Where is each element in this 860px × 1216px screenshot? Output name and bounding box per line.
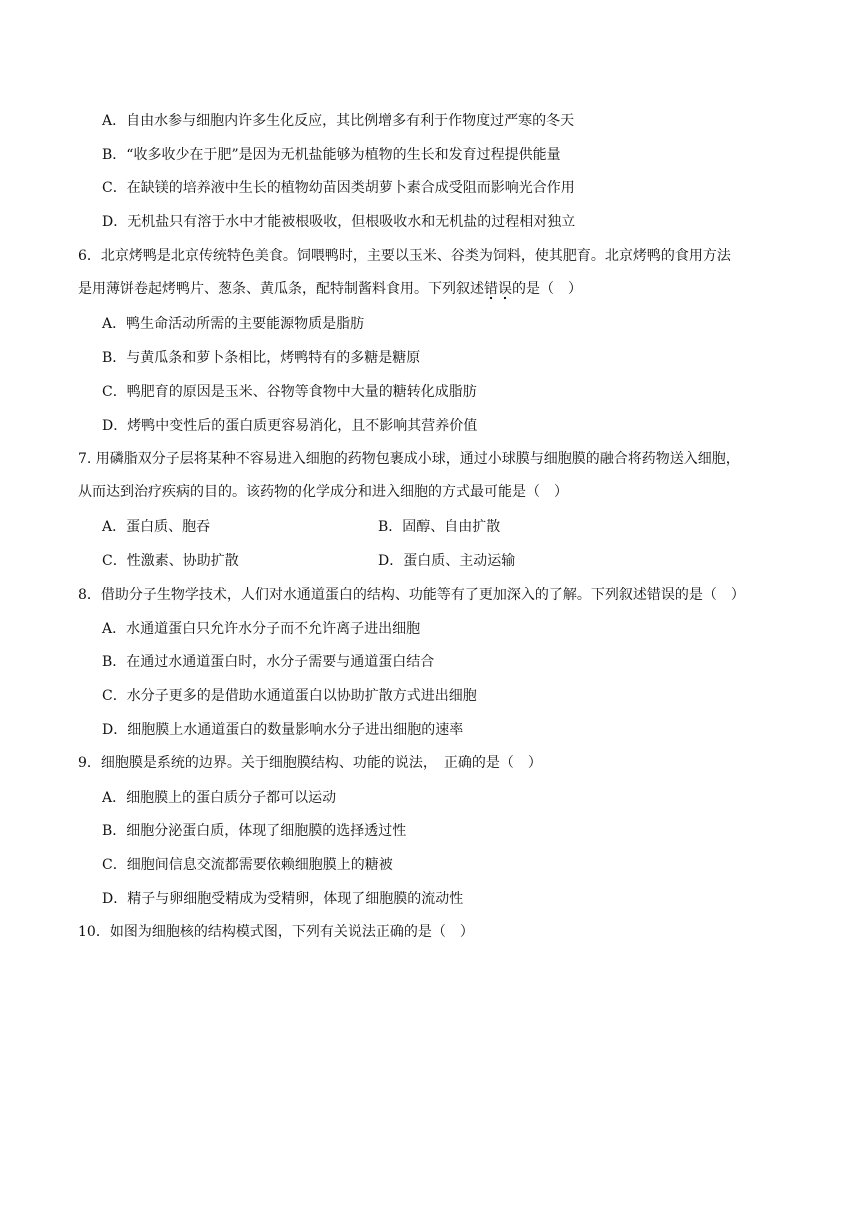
q9-stem: 9．细胞膜是系统的边界。关于细胞膜结构、功能的说法， 正确的是（ ）	[78, 755, 542, 771]
q7-stem-line2: 从而达到治疗疾病的目的。该药物的化学成分和进入细胞的方式最可能是（ ）	[78, 484, 568, 500]
q8-option-a: A．水通道蛋白只允许水分子而不允许离子进出细胞	[102, 621, 421, 637]
q9-option-d: D．精子与卵细胞受精成为受精卵，体现了细胞膜的流动性	[102, 891, 464, 907]
q7-option-b: B．固醇、自由扩散	[378, 519, 501, 535]
q8-option-c: C．水分子更多的是借助水通道蛋白以协助扩散方式进出细胞	[102, 688, 477, 704]
q6-option-c: C．鸭肥育的原因是玉米、谷物等食物中大量的糖转化成脂肪	[102, 384, 477, 400]
q10-stem: 10．如图为细胞核的结构模式图，下列有关说法正确的是（ ）	[78, 924, 474, 940]
q7-option-d: D．蛋白质、主动运输	[378, 553, 516, 569]
q8-option-b: B．在通过水通道蛋白时，水分子需要与通道蛋白结合	[102, 654, 435, 670]
q6-option-a: A．鸭生命活动所需的主要能源物质是脂肪	[102, 316, 365, 332]
q6-option-d: D．烤鸭中变性后的蛋白质更容易消化，且不影响其营养价值	[102, 418, 478, 434]
q8-option-d: D．细胞膜上水通道蛋白的数量影响水分子进出细胞的速率	[102, 722, 464, 738]
q7-stem-line1: 7. 用磷脂双分子层将某种不容易进入细胞的药物包裹成小球，通过小球膜与细胞膜的融合将药物送入细胞，	[78, 451, 740, 467]
q9-option-a: A．细胞膜上的蛋白质分子都可以运动	[102, 790, 337, 806]
q6-stem-suffix: 的是（ ）	[512, 281, 582, 297]
q6-emphasis-word: 错误	[484, 281, 512, 300]
q6-stem-text: 是用薄饼卷起烤鸭片、葱条、黄瓜条，配特制酱料食用。下列叙述	[78, 281, 484, 297]
q9-option-b: B．细胞分泌蛋白质，体现了细胞膜的选择透过性	[102, 823, 407, 839]
q6-stem-line1: 6．北京烤鸭是北京传统特色美食。饲喂鸭时，主要以玉米、谷类为饲料，使其肥育。北京烤鸭的食用方法	[78, 248, 731, 264]
q6-stem-line2	[78, 279, 582, 299]
q5-option-d: D．无机盐只有溶于水中才能被根吸收，但根吸收水和无机盐的过程相对独立	[102, 214, 576, 230]
q5-option-a: A．自由水参与细胞内许多生化反应，其比例增多有利于作物度过严寒的冬天	[102, 113, 575, 129]
q7-option-a: A．蛋白质、胞吞	[102, 519, 211, 535]
q9-option-c: C．细胞间信息交流都需要依赖细胞膜上的糖被	[102, 857, 393, 873]
q6-option-b: B．与黄瓜条和萝卜条相比，烤鸭特有的多糖是糖原	[102, 350, 421, 366]
q7-option-c: C．性激素、协助扩散	[102, 553, 239, 569]
q5-option-b: B．“收多收少在于肥”是因为无机盐能够为植物的生长和发育过程提供能量	[102, 147, 561, 163]
q8-stem: 8．借助分子生物学技术，人们对水通道蛋白的结构、功能等有了更加深入的了解。下列叙述错误的是（ ）	[78, 587, 745, 603]
q5-option-c: C．在缺镁的培养液中生长的植物幼苗因类胡萝卜素合成受阻而影响光合作用	[102, 180, 575, 196]
